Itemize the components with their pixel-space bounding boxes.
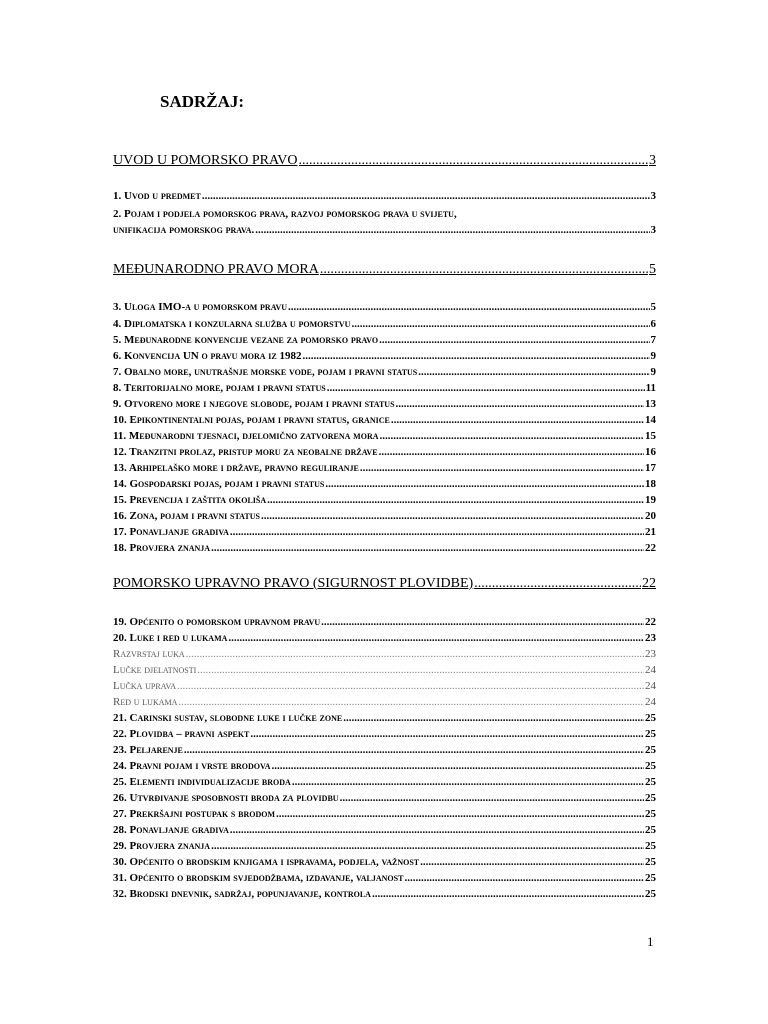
toc-entry[interactable] bbox=[113, 888, 656, 902]
toc-entry-page: 23 bbox=[645, 648, 656, 660]
toc-entry-title: Razvrstaj luka bbox=[113, 648, 185, 660]
toc-entry[interactable] bbox=[113, 792, 656, 806]
dot-leader bbox=[380, 430, 644, 442]
dot-leader bbox=[343, 712, 644, 724]
toc-entry-title: 5. Međunarodne konvencije vezane za pomorsko pravo bbox=[113, 334, 379, 346]
dot-leader bbox=[230, 824, 644, 836]
toc-entry-page: 24 bbox=[645, 680, 656, 692]
dot-leader bbox=[276, 808, 644, 820]
toc-entry-title: 11. Međunarodni tjesnaci, djelomično zatvorena mora bbox=[113, 430, 379, 442]
dot-leader bbox=[255, 224, 649, 236]
dot-leader bbox=[404, 872, 644, 884]
toc-entry[interactable] bbox=[113, 190, 656, 204]
toc-entry[interactable] bbox=[113, 350, 656, 364]
dot-leader bbox=[321, 616, 644, 628]
dot-leader bbox=[299, 153, 648, 169]
toc-entry-page: 6 bbox=[650, 318, 656, 330]
toc-entry-page: 17 bbox=[645, 462, 656, 474]
dot-leader bbox=[267, 494, 644, 506]
dot-leader bbox=[302, 350, 649, 362]
toc-section-heading[interactable] bbox=[113, 153, 656, 171]
toc-entry-page: 25 bbox=[645, 776, 656, 788]
toc-entry-page: 13 bbox=[645, 398, 656, 410]
toc-entry-page: 9 bbox=[650, 366, 656, 378]
toc-entry[interactable] bbox=[113, 334, 656, 348]
toc-entry-page: 24 bbox=[645, 664, 656, 676]
dot-leader bbox=[197, 664, 644, 676]
toc-entry-title: 15. Prevencija i zaštita okoliša bbox=[113, 494, 267, 506]
toc-entry[interactable] bbox=[113, 872, 656, 886]
toc-entry-page: 5 bbox=[649, 262, 656, 277]
toc-entry-title: 32. Brodski dnevnik, sadržaj, popunjavanje, kontrola bbox=[113, 888, 371, 900]
toc-entry-title: POMORSKO UPRAVNO PRAVO (SIGURNOST PLOVIDBE) bbox=[113, 576, 474, 591]
toc-entry-page: 14 bbox=[645, 414, 656, 426]
toc-entry[interactable] bbox=[113, 318, 656, 332]
toc-entry-page: 22 bbox=[645, 616, 656, 628]
toc-entry[interactable] bbox=[113, 301, 656, 315]
toc-entry[interactable] bbox=[113, 542, 656, 556]
toc-entry-page: 25 bbox=[645, 888, 656, 900]
toc-entry-title: 12. Tranzitni prolaz, pristup moru za neobalne države bbox=[113, 446, 378, 458]
toc-entry[interactable] bbox=[113, 744, 656, 758]
toc-entry-page: 15 bbox=[645, 430, 656, 442]
toc-entry-title: 3. Uloga IMO-a u pomorskom pravu bbox=[113, 301, 288, 313]
toc-entry-page: 9 bbox=[650, 350, 656, 362]
dot-leader bbox=[474, 576, 641, 592]
dot-leader bbox=[178, 696, 644, 708]
toc-entry-title: 23. Peljarenje bbox=[113, 744, 183, 756]
toc-subentry[interactable] bbox=[113, 648, 656, 662]
toc-entry[interactable] bbox=[113, 366, 656, 380]
toc-entry-page: 25 bbox=[645, 840, 656, 852]
toc-entry-page: 23 bbox=[645, 632, 656, 644]
toc-section-heading[interactable] bbox=[113, 262, 656, 280]
toc-entry-page: 19 bbox=[645, 494, 656, 506]
toc-entry-title: 4. Diplomatska i konzularna služba u pomorstvu bbox=[113, 318, 351, 330]
dot-leader bbox=[288, 301, 649, 313]
toc-entry[interactable] bbox=[113, 776, 656, 790]
toc-entry-title: 19. Općenito o pomorskom upravnom pravu bbox=[113, 616, 321, 628]
toc-entry-line bbox=[113, 208, 656, 222]
page-number: 1 bbox=[647, 934, 654, 949]
toc-entry-page: 22 bbox=[642, 576, 656, 591]
toc-entry-title: UVOD U POMORSKO PRAVO bbox=[113, 153, 298, 168]
dot-leader bbox=[186, 648, 644, 660]
toc-subentry[interactable] bbox=[113, 664, 656, 678]
toc-entry-title: 28. Ponavljanje gradiva bbox=[113, 824, 229, 836]
toc-entry-title: 18. Provjera znanja bbox=[113, 542, 211, 554]
dot-leader bbox=[211, 840, 644, 852]
toc-entry-page: 25 bbox=[645, 824, 656, 836]
toc-entry[interactable] bbox=[113, 510, 656, 524]
dot-leader bbox=[292, 776, 644, 788]
toc-entry-page: 24 bbox=[645, 696, 656, 708]
toc-entry-page: 21 bbox=[645, 526, 656, 538]
toc-entry-title: 8. Teritorijalno more, pojam i pravni status bbox=[113, 382, 326, 394]
toc-entry[interactable] bbox=[113, 616, 656, 630]
toc-entry-title: 13. Arhipelaško more i države, pravno reguliranje bbox=[113, 462, 359, 474]
toc-entry-title: 20. Luke i red u lukama bbox=[113, 632, 228, 644]
dot-leader bbox=[360, 462, 644, 474]
toc-entry-page: 25 bbox=[645, 792, 656, 804]
dot-leader bbox=[379, 334, 649, 346]
toc-entry[interactable] bbox=[113, 526, 656, 540]
toc-entry-title: MEĐUNARODNO PRAVO MORA bbox=[113, 262, 319, 277]
toc-entry-title: 21. Carinski sustav, slobodne luke i lučke zone bbox=[113, 712, 343, 724]
toc-entry-title: 30. Općenito o brodskim knjigama i ispravama, podjela, važnost bbox=[113, 856, 420, 868]
dot-leader bbox=[420, 856, 644, 868]
dot-leader bbox=[211, 542, 644, 554]
toc-entry-title: 7. Obalno more, unutrašnje morske vode, pojam i pravni status bbox=[113, 366, 418, 378]
toc-entry[interactable] bbox=[113, 446, 656, 460]
toc-entry[interactable] bbox=[113, 224, 656, 238]
toc-entry-page: 25 bbox=[645, 712, 656, 724]
toc-entry-title: Red u lukama bbox=[113, 696, 178, 708]
dot-leader bbox=[327, 382, 645, 394]
toc-entry-page: 3 bbox=[650, 190, 656, 202]
toc-entry-page: 3 bbox=[649, 153, 656, 168]
dot-leader bbox=[228, 632, 644, 644]
toc-entry[interactable] bbox=[113, 398, 656, 412]
toc-entry[interactable] bbox=[113, 414, 656, 428]
toc-subentry[interactable] bbox=[113, 696, 656, 710]
dot-leader bbox=[272, 760, 645, 772]
toc-entry-title: 10. Epikontinentalni pojas, pojam i pravni status, granice bbox=[113, 414, 390, 426]
toc-entry[interactable] bbox=[113, 760, 656, 774]
dot-leader bbox=[396, 398, 644, 410]
dot-leader bbox=[372, 888, 644, 900]
dot-leader bbox=[261, 510, 644, 522]
toc-entry[interactable] bbox=[113, 478, 656, 492]
dot-leader bbox=[325, 478, 644, 490]
toc-subentry[interactable] bbox=[113, 680, 656, 694]
toc-entry-title: unifikacija pomorskog prava. bbox=[113, 224, 255, 236]
toc-entry-page: 25 bbox=[645, 808, 656, 820]
toc-entry-page: 25 bbox=[645, 744, 656, 756]
toc-entry-title: Lučka uprava bbox=[113, 680, 176, 692]
toc-entry-page: 25 bbox=[645, 872, 656, 884]
toc-entry[interactable] bbox=[113, 728, 656, 742]
dot-leader bbox=[351, 318, 649, 330]
toc-entry-page: 3 bbox=[650, 224, 656, 236]
dot-leader bbox=[230, 526, 644, 538]
dot-leader bbox=[340, 792, 644, 804]
toc-entry-title: Lučke djelatnosti bbox=[113, 664, 197, 676]
toc-entry-page: 25 bbox=[645, 856, 656, 868]
toc-entry-page: 7 bbox=[650, 334, 656, 346]
dot-leader bbox=[250, 728, 644, 740]
toc-entry-page: 25 bbox=[645, 728, 656, 740]
toc-entry-title: 17. Ponavljanje gradiva bbox=[113, 526, 229, 538]
toc-entry-page: 16 bbox=[645, 446, 656, 458]
toc-entry-title: 16. Zona, pojam i pravni status bbox=[113, 510, 260, 522]
toc-entry[interactable] bbox=[113, 632, 656, 646]
toc-entry-title: 27. Prekršajni postupak s brodom bbox=[113, 808, 276, 820]
toc-entry-title: 9. Otvoreno more i njegove slobode, pojam i pravni status bbox=[113, 398, 395, 410]
toc-section-heading[interactable] bbox=[113, 576, 656, 594]
toc-entry-title: 25. Elementi individualizacije broda bbox=[113, 776, 291, 788]
toc-entry[interactable] bbox=[113, 808, 656, 822]
dot-leader bbox=[320, 262, 648, 278]
toc-entry-title: 6. Konvencija UN o pravu mora iz 1982 bbox=[113, 350, 302, 362]
toc-entry-title: 26. Utvrđivanje sposobnosti broda za plovidbu bbox=[113, 792, 339, 804]
toc-entry[interactable] bbox=[113, 462, 656, 476]
toc-entry[interactable] bbox=[113, 856, 656, 870]
toc-entry[interactable] bbox=[113, 824, 656, 838]
toc-entry-page: 18 bbox=[645, 478, 656, 490]
toc-entry-title-line1: 2. Pojam i podjela pomorskog prava, razvoj pomorskog prava u svijetu, bbox=[113, 208, 457, 220]
toc-entry-title: 31. Općenito o brodskim svjedodžbama, izdavanje, valjanost bbox=[113, 872, 404, 884]
toc-entry[interactable] bbox=[113, 430, 656, 444]
dot-leader bbox=[418, 366, 649, 378]
dot-leader bbox=[202, 190, 650, 202]
toc-entry-page: 20 bbox=[645, 510, 656, 522]
toc-entry-title: 1. Uvod u predmet bbox=[113, 190, 201, 202]
dot-leader bbox=[391, 414, 644, 426]
toc-entry-page: 25 bbox=[645, 760, 656, 772]
toc-entry-page: 5 bbox=[650, 301, 656, 313]
toc-entry-title: 29. Provjera znanja bbox=[113, 840, 211, 852]
toc-entry[interactable] bbox=[113, 382, 656, 396]
toc-entry-title: 22. Plovidba – pravni aspekt bbox=[113, 728, 250, 740]
toc-entry-title: 24. Pravni pojam i vrste brodova bbox=[113, 760, 271, 772]
toc-entry-title: 14. Gospodarski pojas, pojam i pravni status bbox=[113, 478, 325, 490]
toc-entry[interactable] bbox=[113, 712, 656, 726]
toc-entry-page: 22 bbox=[645, 542, 656, 554]
toc-entry-page: 11 bbox=[645, 382, 656, 394]
dot-leader bbox=[177, 680, 644, 692]
dot-leader bbox=[379, 446, 644, 458]
toc-entry[interactable] bbox=[113, 840, 656, 854]
document-title: SADRŽAJ: bbox=[160, 92, 245, 111]
dot-leader bbox=[184, 744, 644, 756]
toc-entry[interactable] bbox=[113, 494, 656, 508]
